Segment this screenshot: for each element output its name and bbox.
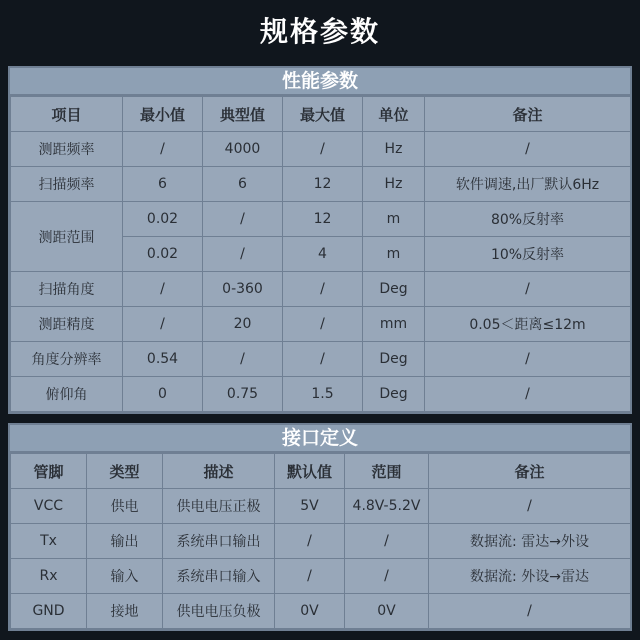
table-cell: Deg xyxy=(363,377,425,412)
header-cell: 管脚 xyxy=(11,454,87,489)
table-cell: 4000 xyxy=(203,132,283,167)
table-cell: 测距范围 xyxy=(11,202,123,272)
header-cell: 备注 xyxy=(425,97,631,132)
table-row xyxy=(11,167,631,202)
header-cell: 默认值 xyxy=(275,454,345,489)
table-cell: 供电电压负极 xyxy=(163,594,275,629)
table-cell: Deg xyxy=(363,272,425,307)
table-cell: m xyxy=(363,202,425,237)
header-cell: 单位 xyxy=(363,97,425,132)
table-cell: 20 xyxy=(203,307,283,342)
table-cell: / xyxy=(425,272,631,307)
table-row xyxy=(11,132,631,167)
table-cell: 4.8V-5.2V xyxy=(345,489,429,524)
table-cell: / xyxy=(429,594,631,629)
table-cell: 输出 xyxy=(87,524,163,559)
table-cell: / xyxy=(283,132,363,167)
table-cell: Hz xyxy=(363,132,425,167)
table-cell: Tx xyxy=(11,524,87,559)
table-cell: / xyxy=(275,524,345,559)
table-cell: mm xyxy=(363,307,425,342)
table-cell: 12 xyxy=(283,202,363,237)
table-cell: / xyxy=(425,377,631,412)
interface-panel xyxy=(8,423,632,631)
table-cell: / xyxy=(123,307,203,342)
performance-panel xyxy=(8,66,632,414)
table-header-row xyxy=(11,97,631,132)
table-row xyxy=(11,594,631,629)
table-cell: 6 xyxy=(123,167,203,202)
table-cell: / xyxy=(283,307,363,342)
table-cell: / xyxy=(123,272,203,307)
table-cell: 软件调速,出厂默认6Hz xyxy=(425,167,631,202)
table-row xyxy=(11,272,631,307)
table-cell: 系统串口输入 xyxy=(163,559,275,594)
interface-table xyxy=(10,453,631,629)
interface-title: 接口定义 xyxy=(10,425,630,453)
table-row xyxy=(11,307,631,342)
table-cell: 角度分辨率 xyxy=(11,342,123,377)
table-cell: 4 xyxy=(283,237,363,272)
table-cell: 0-360 xyxy=(203,272,283,307)
table-cell: GND xyxy=(11,594,87,629)
table-cell: 80%反射率 xyxy=(425,202,631,237)
table-cell: / xyxy=(429,489,631,524)
table-cell: / xyxy=(123,132,203,167)
table-cell: 0.54 xyxy=(123,342,203,377)
table-cell: / xyxy=(203,237,283,272)
table-cell: / xyxy=(283,342,363,377)
table-cell: 0V xyxy=(345,594,429,629)
table-cell: 测距频率 xyxy=(11,132,123,167)
table-cell: 0.75 xyxy=(203,377,283,412)
performance-title: 性能参数 xyxy=(10,68,630,96)
table-cell: / xyxy=(425,132,631,167)
performance-table xyxy=(10,96,631,412)
table-cell: 0 xyxy=(123,377,203,412)
table-cell: 俯仰角 xyxy=(11,377,123,412)
table-cell: 接地 xyxy=(87,594,163,629)
table-cell: 10%反射率 xyxy=(425,237,631,272)
table-cell: / xyxy=(425,342,631,377)
table-cell: 0.05＜距离≤12m xyxy=(425,307,631,342)
table-cell: VCC xyxy=(11,489,87,524)
table-cell: Hz xyxy=(363,167,425,202)
table-cell: 输入 xyxy=(87,559,163,594)
table-row xyxy=(11,489,631,524)
table-cell: 12 xyxy=(283,167,363,202)
table-cell: 1.5 xyxy=(283,377,363,412)
table-header-row xyxy=(11,454,631,489)
header-cell: 范围 xyxy=(345,454,429,489)
table-cell: 0.02 xyxy=(123,237,203,272)
page-title: 规格参数 xyxy=(259,15,380,48)
table-cell: 数据流: 雷达→外设 xyxy=(429,524,631,559)
table-cell: 6 xyxy=(203,167,283,202)
table-cell: / xyxy=(345,524,429,559)
table-cell: Deg xyxy=(363,342,425,377)
table-row xyxy=(11,202,631,237)
header-cell: 项目 xyxy=(11,97,123,132)
header-cell: 最小值 xyxy=(123,97,203,132)
table-cell: 5V xyxy=(275,489,345,524)
table-cell: 0.02 xyxy=(123,202,203,237)
table-cell: 测距精度 xyxy=(11,307,123,342)
table-cell: / xyxy=(203,342,283,377)
table-cell: 0V xyxy=(275,594,345,629)
header-cell: 类型 xyxy=(87,454,163,489)
table-row xyxy=(11,559,631,594)
table-cell: m xyxy=(363,237,425,272)
table-cell: / xyxy=(283,272,363,307)
header-cell: 描述 xyxy=(163,454,275,489)
table-cell: Rx xyxy=(11,559,87,594)
table-cell: 扫描频率 xyxy=(11,167,123,202)
header-cell: 备注 xyxy=(429,454,631,489)
table-cell: 供电电压正极 xyxy=(163,489,275,524)
table-cell: / xyxy=(275,559,345,594)
header-cell: 最大值 xyxy=(283,97,363,132)
table-row xyxy=(11,524,631,559)
table-cell: 扫描角度 xyxy=(11,272,123,307)
table-cell: / xyxy=(203,202,283,237)
table-cell: 数据流: 外设→雷达 xyxy=(429,559,631,594)
header-cell: 典型值 xyxy=(203,97,283,132)
table-cell: 供电 xyxy=(87,489,163,524)
table-cell: 系统串口输出 xyxy=(163,524,275,559)
table-row xyxy=(11,342,631,377)
table-cell: / xyxy=(345,559,429,594)
table-row xyxy=(11,377,631,412)
